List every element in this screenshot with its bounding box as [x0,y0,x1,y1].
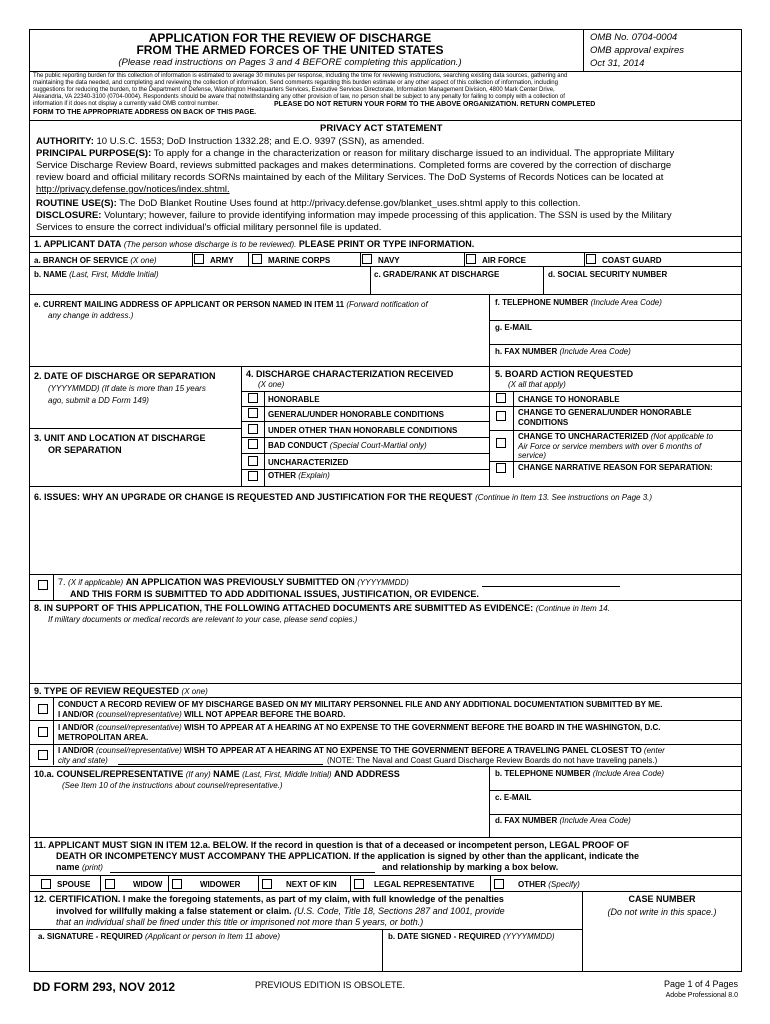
counsel-label: 10.a. COUNSEL/REPRESENTATIVE (If any) NAME (Last, First, Middle Initial) AND ADDRESS [34,769,400,779]
date-signed-field[interactable] [388,944,578,970]
branch-marines-label: MARINE CORPS [268,256,331,265]
branch-coastguard-checkbox[interactable] [586,254,596,264]
case-number-label: CASE NUMBER [628,894,696,904]
relation-widower-label: WIDOWER [200,880,241,889]
form-number: DD FORM 293, NOV 2012 [33,980,176,994]
certification-line3: that an individual shall be fined under this title or imprisoned not more than 5 years, or both.) [56,917,424,927]
phone-label: f. TELEPHONE NUMBER (Include Area Code) [495,298,662,307]
discharge-date-note: (YYYYMMDD) (If date is more than 15 years [48,384,206,393]
signature-field[interactable] [34,944,378,970]
ssn-label: d. SOCIAL SECURITY NUMBER [548,270,668,279]
form-instructions: (Please read instructions on Pages 3 and 4 BEFORE completing this application.) [118,57,462,68]
counsel-fax-label: d. FAX NUMBER (Include Area Code) [495,816,631,825]
burden-line: Alexandria, VA 22340-3100 (0704-0004). Respondents should be aware that notwithstanding any other provision of law, no person shall be subject to any penalty for failing to comply with a collection of [33,94,565,100]
change-honorable-checkbox[interactable] [496,393,506,403]
branch-army-checkbox[interactable] [194,254,204,264]
record-review-label2: I AND/OR (counsel/representative) WILL NOT APPEAR BEFORE THE BOARD. [58,710,346,719]
grade-field[interactable] [374,281,539,293]
discharge-date-note: ago, submit a DD Form 149) [48,396,149,405]
change-general-label: CHANGE TO GENERAL/UNDER HONORABLE [518,408,692,417]
traveling-panel-city-note: city and state) [58,756,108,765]
signer-name-label: name (print) [56,862,103,872]
traveling-panel-note: (NOTE: The Naval and Coast Guard Discharge Review Boards do not have traveling panels.) [327,756,658,765]
board-action-label: 5. BOARD ACTION REQUESTED [495,369,634,379]
email-label: g. E-MAIL [495,323,532,332]
relation-other-label: OTHER (Specify) [518,880,580,889]
change-uncharacterized-label: CHANGE TO UNCHARACTERIZED (Not applicable to [518,432,714,441]
relation-widow-label: WIDOW [133,880,163,889]
previous-application-date-field[interactable] [482,576,620,586]
signer-name-field[interactable] [110,862,375,872]
burden-line: PLEASE DO NOT RETURN YOUR FORM TO THE ABOVE ORGANIZATION. RETURN COMPLETED [274,101,596,108]
issues-field[interactable] [34,506,738,574]
page-number: Page 1 of 4 Pages [663,979,738,989]
counsel-email-label: c. E-MAIL [495,793,532,802]
counsel-fax-field[interactable] [495,827,739,836]
change-uncharacterized-checkbox[interactable] [496,438,506,448]
burden-line: The public reporting burden for this collection of information is estimated to average 30 minutes per response, including the time for reviewing instructions, searching existing data sources, gathering and [33,73,568,79]
obsolete-note: PREVIOUS EDITION IS OBSOLETE. [255,980,406,990]
relation-widow-checkbox[interactable] [105,879,115,889]
counsel-name-address-field[interactable] [34,793,484,835]
previous-application-checkbox[interactable] [38,580,48,590]
privacy-title: PRIVACY ACT STATEMENT [320,123,443,134]
evidence-field[interactable] [34,627,738,681]
counsel-phone-field[interactable] [495,780,739,790]
unit-location-field[interactable] [34,458,234,484]
characterization-label: 4. DISCHARGE CHARACTERIZATION RECEIVED [246,369,454,379]
relation-legal-label: LEGAL REPRESENTATIVE [374,880,475,889]
relation-widower-checkbox[interactable] [172,879,182,889]
privacy-purpose: PRINCIPAL PURPOSE(S): To apply for a change in the characterization or reason for military discharge issued to an individual. The appropriate Military [36,148,675,159]
case-number-note: (Do not write in this space.) [607,907,717,917]
discharge-date-label: 2. DATE OF DISCHARGE OR SEPARATION [34,371,216,381]
relation-nextofkin-label: NEXT OF KIN [286,880,337,889]
branch-army-label: ARMY [210,256,234,265]
record-review-checkbox[interactable] [38,704,48,714]
uncharacterized-label: UNCHARACTERIZED [268,458,349,467]
fax-label: h. FAX NUMBER (Include Area Code) [495,347,631,356]
privacy-authority: AUTHORITY: 10 U.S.C. 1553; DoD Instruction 1332.28; and E.O. 9397 (SSN), as amended. [36,136,425,147]
board-action-note: (X all that apply) [508,380,566,389]
certification-line2: involved for willfully making a false statement or claim. (U.S. Code, Title 18, Sections 287 and 1001, provide [56,906,505,916]
counsel-phone-label: b. TELEPHONE NUMBER (Include Area Code) [495,769,665,778]
relationship-label: and relationship by marking a box below. [382,862,559,872]
omb-number: OMB No. 0704-0004 [590,32,678,43]
email-field[interactable] [495,334,739,344]
other-characterization-checkbox[interactable] [248,471,258,481]
change-honorable-label: CHANGE TO HONORABLE [518,395,620,404]
branch-marines-checkbox[interactable] [252,254,262,264]
relation-legal-checkbox[interactable] [354,879,364,889]
relation-spouse-checkbox[interactable] [41,879,51,889]
date-signed-label: b. DATE SIGNED - REQUIRED (YYYYMMDD) [388,932,555,941]
branch-label: a. BRANCH OF SERVICE (X one) [34,256,157,265]
bad-conduct-checkbox[interactable] [248,439,258,449]
issues-label: 6. ISSUES: WHY AN UPGRADE OR CHANGE IS REQUESTED AND JUSTIFICATION FOR THE REQUEST (Continue in Item 13. See instructions on Page 3.) [34,492,653,502]
burden-line: FORM TO THE APPROPRIATE ADDRESS ON BACK OF THIS PAGE. [33,109,257,116]
unit-location-label: OR SEPARATION [48,445,122,455]
discharge-date-field[interactable] [34,408,234,426]
washington-hearing-label: I AND/OR (counsel/representative) WISH TO APPEAR AT A HEARING AT NO EXPENSE TO THE GOVERNMENT BEFORE THE BOARD IN THE WASHINGTON, D.C. [58,723,661,732]
traveling-panel-city-field[interactable] [118,754,323,764]
unit-location-label: 3. UNIT AND LOCATION AT DISCHARGE [34,433,206,443]
grade-label: c. GRADE/RANK AT DISCHARGE [374,270,500,279]
privacy-disclosure: DISCLOSURE: Voluntary; however, failure to provide identifying information may impede processing of this application. The SSN is used by the Military [36,210,672,221]
privacy-notices-link[interactable]: http://privacy.defense.gov/notices/index.shtml. [36,184,230,195]
oth-label: UNDER OTHER THAN HONORABLE CONDITIONS [268,426,458,435]
counsel-note: (See Item 10 of the instructions about counsel/representative.) [62,781,283,790]
mailing-address-field[interactable] [34,324,484,364]
general-checkbox[interactable] [248,408,258,418]
address-label: e. CURRENT MAILING ADDRESS OF APPLICANT OR PERSON NAMED IN ITEM 11 (Forward notification of [34,300,428,309]
change-uncharacterized-note: Air Force or service members with over 6 months of [518,442,702,451]
uncharacterized-checkbox[interactable] [248,456,258,466]
burden-line: suggestions for reducing the burden, to the Department of Defense, Washington Headquarters Services, Executive Services Directorate, Information Management Division, 4800 Mark Center Drive, [33,87,555,93]
omb-date: Oct 31, 2014 [590,58,645,69]
traveling-panel-checkbox[interactable] [38,750,48,760]
applicant-sign-line1: 11. APPLICANT MUST SIGN IN ITEM 12.a. BELOW. If the record in question is that of a deceased or incompetent person, LEGAL PROOF OF [34,840,630,850]
adobe-version: Adobe Professional 8.0 [665,992,738,999]
change-narrative-checkbox[interactable] [496,463,506,473]
branch-navy-checkbox[interactable] [362,254,372,264]
change-general-checkbox[interactable] [496,411,506,421]
counsel-email-field[interactable] [495,804,739,814]
applicant-name-field[interactable] [34,281,364,293]
bad-conduct-label: BAD CONDUCT (Special Court-Martial only) [268,441,427,450]
privacy-purpose-text: review board and official military records SORNs maintained by each of the Military Services. The DoD Systems of Records Notices can be located at [36,172,664,183]
privacy-purpose-text: Service Discharge Review Board, reviews submitted packages and makes determinations. Completed forms are covered by the correction of discharge [36,160,672,171]
form-title-line2: FROM THE ARMED FORCES OF THE UNITED STATES [136,43,444,57]
previous-application-label: 7. (X if applicable) AN APPLICATION WAS PREVIOUSLY SUBMITTED ON (YYYYMMDD) [58,577,409,587]
narrative-reason-field[interactable] [518,474,738,486]
honorable-label: HONORABLE [268,395,320,404]
general-label: GENERAL/UNDER HONORABLE CONDITIONS [268,410,445,419]
evidence-label: 8. IN SUPPORT OF THIS APPLICATION, THE FOLLOWING ATTACHED DOCUMENTS ARE SUBMITTED AS EVIDENCE: (Continue in Item 14. [34,603,610,613]
relation-other-checkbox[interactable] [494,879,504,889]
branch-navy-label: NAVY [378,256,400,265]
applicant-sign-line2: DEATH OR INCOMPETENCY MUST ACCOMPANY THE APPLICATION. If the application is signed by other than the applicant, indicate the [56,851,640,861]
change-uncharacterized-note: service) [518,451,547,460]
certification-line1: 12. CERTIFICATION. I make the foregoing statements, as part of my claim, with full knowledge of the penalties [34,894,504,904]
traveling-panel-label: I AND/OR (counsel/representative) WISH TO APPEAR AT A HEARING AT NO EXPENSE TO THE GOVERNMENT BEFORE A TRAVELING PANEL CLOSEST TO (enter [58,746,665,755]
name-label: b. NAME (Last, First, Middle Initial) [34,270,159,279]
ssn-field[interactable] [548,281,738,293]
address-note: any change in address.) [48,311,134,320]
previous-application-line2: AND THIS FORM IS SUBMITTED TO ADD ADDITIONAL ISSUES, JUSTIFICATION, OR EVIDENCE. [70,589,479,599]
branch-airforce-checkbox[interactable] [466,254,476,264]
washington-hearing-label2: METROPOLITAN AREA. [58,733,149,742]
oth-checkbox[interactable] [248,424,258,434]
review-type-label: 9. TYPE OF REVIEW REQUESTED (X one) [34,686,208,696]
record-review-label: CONDUCT A RECORD REVIEW OF MY DISCHARGE BASED ON MY MILITARY PERSONNEL FILE AND ANY ADDITIONAL DOCUMENTATION SUBMITTED BY ME. [58,700,663,709]
signature-label: a. SIGNATURE - REQUIRED (Applicant or person in Item 11 above) [38,932,281,941]
washington-hearing-checkbox[interactable] [38,727,48,737]
section1-heading: 1. APPLICANT DATA (The person whose discharge is to be reviewed). PLEASE PRINT OR TYPE INFORMATION. [34,239,475,249]
evidence-note: If military documents or medical records are relevant to your case, please send copies.) [48,615,358,624]
branch-airforce-label: AIR FORCE [482,256,526,265]
form-title-line1: APPLICATION FOR THE REVIEW OF DISCHARGE [148,31,432,45]
relation-spouse-label: SPOUSE [57,880,91,889]
relation-nextofkin-checkbox[interactable] [262,879,272,889]
burden-line: information if it does not display a currently valid OMB control number. [33,101,220,107]
burden-line: maintaining the data needed, and completing and reviewing the collection of information. Send comments regarding this burden estimate or any other aspect of this collection of information, including [33,80,558,86]
characterization-note: (X one) [258,380,285,389]
privacy-disclosure-text: Services to ensure the correct individual's official military personnel file is updated. [36,222,382,233]
branch-coastguard-label: COAST GUARD [602,256,662,265]
change-narrative-label: CHANGE NARRATIVE REASON FOR SEPARATION: [518,463,713,472]
phone-field[interactable] [495,309,739,320]
omb-approval: OMB approval expires [590,45,684,56]
change-general-label: CONDITIONS [518,418,569,427]
fax-field[interactable] [495,357,739,365]
honorable-checkbox[interactable] [248,393,258,403]
privacy-routine: ROUTINE USE(S): The DoD Blanket Routine Uses found at http://privacy.defense.gov/blanket_uses.shtml apply to this collection. [36,198,581,209]
other-characterization-label: OTHER (Explain) [268,471,330,480]
